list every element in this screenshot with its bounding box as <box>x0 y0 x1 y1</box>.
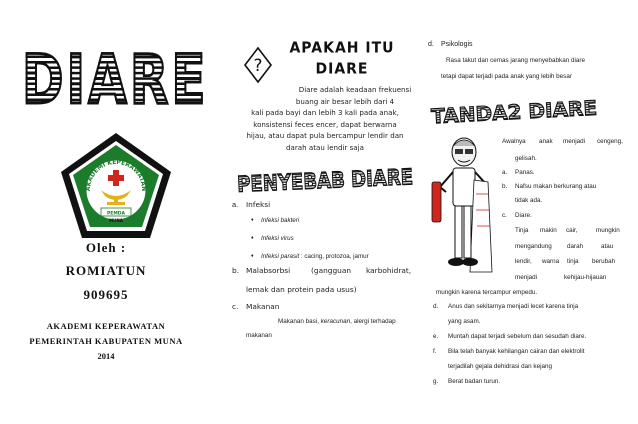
student-id: 909695 <box>83 287 129 302</box>
sign-vomit: Muntah dapat terjadi sebelum dan sesudah diare. <box>448 333 587 340</box>
cause-infection: Infeksi <box>246 200 271 209</box>
list-label: a. <box>502 169 508 176</box>
cause-psychology: Psikologis <box>441 41 473 48</box>
cause-food: Makanan <box>246 302 280 311</box>
institution-line1: AKADEMI KEPERAWATAN <box>46 321 166 331</box>
definition-line: kali pada bayi dan lebih 3 kali pada anak, <box>251 108 399 118</box>
definition-column: ? APAKAH ITU DIARE Diare adalah keadaan frekuensi buang air besar lebih dari 4 kali pada bayi dan lebih 3 kali pada anak, konsistensi feces encer, dapat berwarna hijau, atau dapat pula bercampur lendir dan darah atau lendir saja PENYEBAB DIARE a. Infeksi ♦ Infeksi bakteri ♦ Infeksi virus ♦ Infeksi parasit : cacing, protozoa, jamur b. Malabsorbsi (gangguan karbohidrat, lemak dan protein pada usus) c. Makanan Makanan basi, keracunan, alergi terhadap makanan <box>232 39 452 339</box>
svg-text:?: ? <box>253 56 263 76</box>
title-letter: E <box>171 40 208 119</box>
definition-line: Diare adalah keadaan frekuensi <box>298 85 412 94</box>
cover-column <box>0 0 212 424</box>
definition-line: konsistensi feces encer, dapat berwarna <box>253 119 397 129</box>
sign-diarrhea: Diare. <box>515 212 532 219</box>
question-mark-icon <box>244 47 272 83</box>
list-label: b. <box>232 266 240 275</box>
psychology-detail-line1: Rasa takut dan cemas jarang menyebabkan diare <box>446 57 585 64</box>
sign-appetite-line2: tidak ada. <box>515 197 543 204</box>
psychology-detail-line2: tetapi dapat terjadi pada anak yang lebih besar <box>441 73 572 80</box>
logo-top-text: AKADEMI KEPERAWATAN <box>84 158 148 192</box>
academy-logo <box>57 130 175 242</box>
sign-appetite: Nafsu makan berkurang atau <box>515 183 597 190</box>
list-label: d. <box>428 41 434 48</box>
sign-diarrhea-detail: mungkin karena tercampur empedu. <box>436 289 538 296</box>
svg-text:TANDA2 DIARE: TANDA2 DIARE <box>430 95 598 129</box>
diare-title <box>22 40 208 119</box>
institution-line2: PEMERINTAH KABUPATEN MUNA <box>29 336 183 346</box>
bullet-icon: ♦ <box>251 235 254 241</box>
bullet-icon: ♦ <box>251 253 254 259</box>
sign-anus: Anus dan sekitarnya menjadi lecet karena tinja <box>448 303 579 310</box>
list-label: c. <box>502 212 507 219</box>
title-letter: R <box>129 40 171 119</box>
sign-dehydration: Bila telah banyak kehilangan cairan dan elektrolit <box>448 348 585 355</box>
by-label: Oleh : <box>85 240 127 255</box>
signs-column: d. Psikologis Rasa takut dan cemas jarang menyebabkan diare tetapi dapat terjadi pada anak yang lebih besar TANDA2 DIARE Awalnya anak menjadi cengeng, gelisah. a. Panas. b. Nafsu makan berkurang atau tidak ada. c. Diare. Tinja makin cair, mungkin mengandung darah atau lendir, warna tinja berubah menjadi kehijau-hijauan mungkin karena tercampur empedu. d. Anus dan sekitarnya menjadi lecet karena tinja yang asam. e. Muntah dapat terjadi sebelum dan sesudah diare. f. Bila telah banyak kehilangan cairan dan elektrolit terjadilah gejala dehidrasi dan kejang g. Berat badan turun. <box>428 41 623 385</box>
food-detail-line2: makanan <box>246 332 272 339</box>
bullet-icon: ♦ <box>251 217 254 223</box>
sign-fever: Panas. <box>515 169 535 176</box>
list-label: a. <box>232 200 239 209</box>
author-name: ROMIATUN <box>65 263 147 278</box>
title-letter: I <box>66 40 88 119</box>
cause-malabsorption-detail: lemak dan protein pada usus) <box>246 285 357 294</box>
list-label: f. <box>433 348 437 355</box>
list-label: g. <box>433 378 439 385</box>
sign-dehydration-line2: terjadilah gejala dehidrasi dan kejang <box>448 363 552 370</box>
definition-heading <box>272 38 412 80</box>
logo-banner: PEMDA <box>106 211 126 217</box>
list-label: d. <box>433 303 439 310</box>
definition-line: buang air besar lebih dari 4 <box>295 96 395 106</box>
svg-text:PENYEBAB DIARE: PENYEBAB DIARE <box>236 163 452 198</box>
list-label: c. <box>232 302 239 311</box>
list-label: b. <box>502 183 508 190</box>
list-label: e. <box>433 333 439 340</box>
title-letter: A <box>88 40 129 119</box>
heading-line2: DIARE <box>315 60 369 78</box>
causes-heading <box>232 163 452 198</box>
sign-weight: Berat badan turun. <box>448 378 501 385</box>
definition-line: hijau, atau dapat pula bercampur lendir dan <box>246 131 404 141</box>
heading-line1: APAKAH ITU <box>289 39 395 57</box>
sign-anus-line2: yang asam. <box>448 318 481 325</box>
doctor-illustration <box>426 132 502 282</box>
title-letter: D <box>22 40 66 119</box>
logo-city: MUNA <box>109 218 123 223</box>
definition-line: darah atau lendir saja <box>286 142 364 152</box>
signs-heading <box>428 95 600 129</box>
year: 2014 <box>97 351 115 361</box>
definition-text <box>230 84 420 154</box>
